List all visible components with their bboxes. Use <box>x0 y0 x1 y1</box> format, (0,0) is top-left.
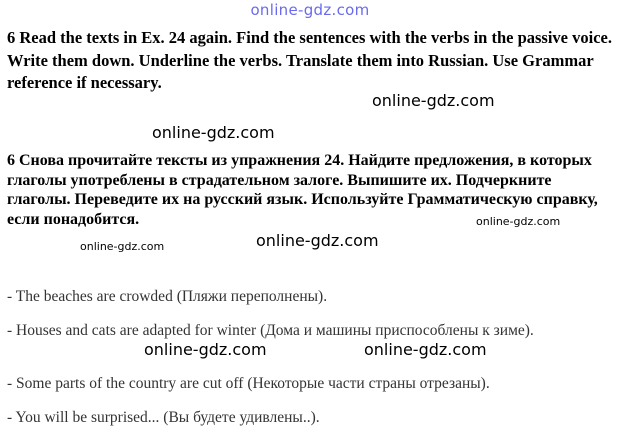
answer-line: - The beaches are crowded (Пляжи переполнены). <box>7 288 328 305</box>
watermark: online-gdz.com <box>476 215 561 228</box>
site-header-watermark: online-gdz.com <box>250 1 370 19</box>
watermark: online-gdz.com <box>372 91 495 110</box>
answer-line: - Some parts of the country are cut off (Некоторые части страны отрезаны). <box>7 375 490 392</box>
watermark: online-gdz.com <box>80 240 165 253</box>
watermark: online-gdz.com <box>144 340 267 359</box>
answer-line: - You will be surprised... (Вы будете удивлены..). <box>7 409 320 426</box>
task-text-english: 6 Read the texts in Ex. 24 again. Find the sentences with the verbs in the passive voice. Write them down. Underline the verbs. Translate them into Russian. Use Grammar reference if necessary. <box>7 28 612 92</box>
task-text-russian: 6 Снова прочитайте тексты из упражнения 24. Найдите предложения, в которых глаголы употреблены в страдательном залоге. Выпишите их. Подчеркните глаголы. Переведите их на русский язык. Используйте Грамматическую справку, если понадобится. <box>7 152 598 228</box>
answer-line: - Houses and cats are adapted for winter (Дома и машины приспособлены к зиме). <box>7 322 534 339</box>
watermark: online-gdz.com <box>256 231 379 250</box>
watermark: online-gdz.com <box>364 340 487 359</box>
watermark: online-gdz.com <box>152 123 275 142</box>
